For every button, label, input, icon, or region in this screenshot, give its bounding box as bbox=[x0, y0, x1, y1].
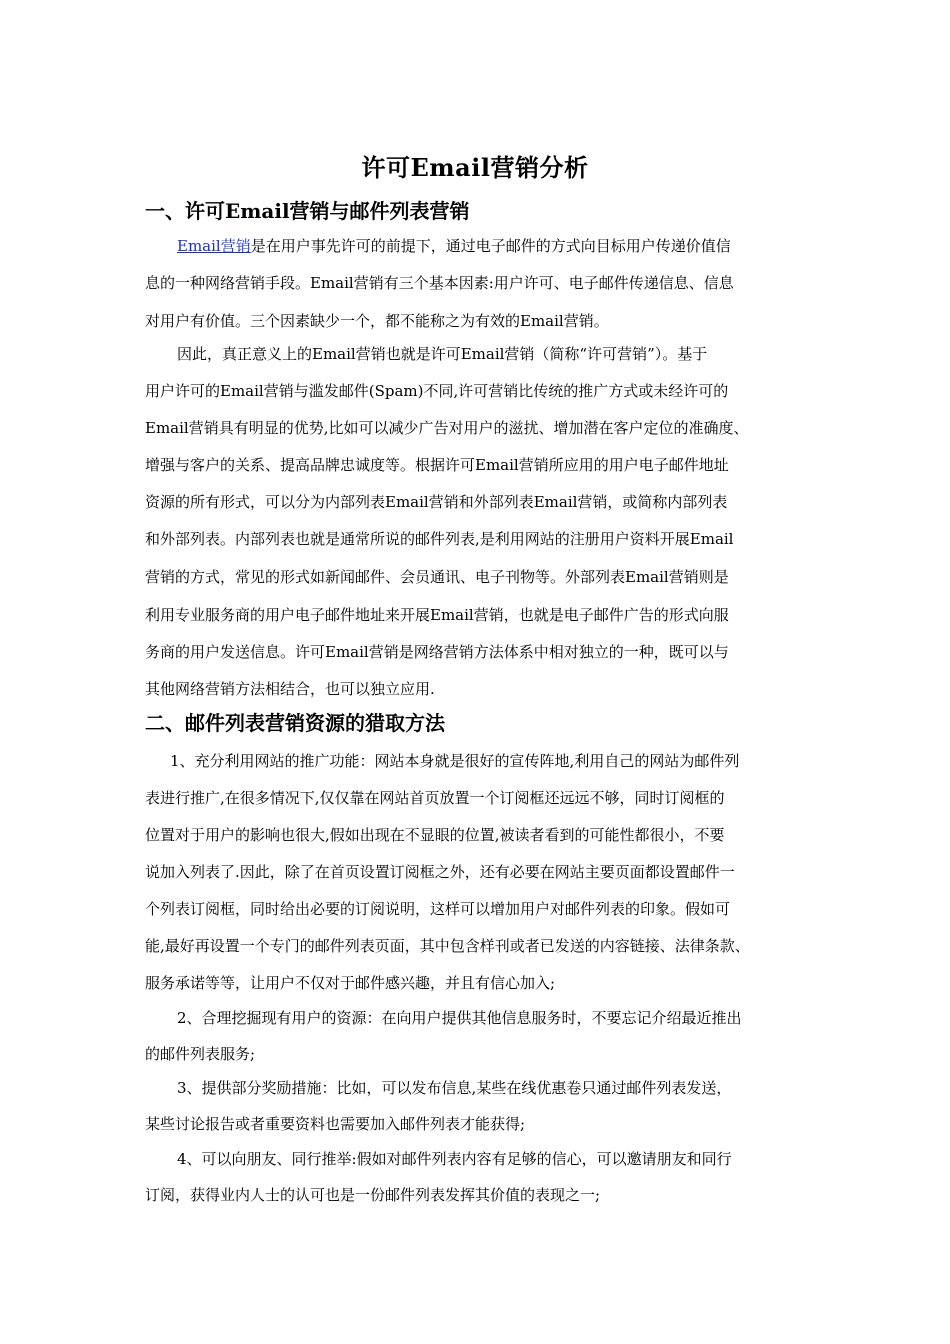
section2-heading: 二、邮件列表营销资源的猎取方法 bbox=[145, 711, 445, 735]
section1-paragraph2-line: 务商的用户发送信息。许可Email营销是网络营销方法体系中相对独立的一种，既可以与 bbox=[145, 643, 729, 661]
section2-item1-line: 位置对于用户的影响也很大,假如出现在不显眼的位置,被读者看到的可能性都很小，不要 bbox=[145, 826, 725, 844]
section2-item2-line: 的邮件列表服务; bbox=[145, 1045, 256, 1063]
section2-item1-line: 服务承诺等等，让用户不仅对于邮件感兴趣，并且有信心加入; bbox=[145, 974, 556, 992]
section2-item1-line: 1、充分利用网站的推广功能：网站本身就是很好的宣传阵地,利用自己的网站为邮件列 bbox=[170, 752, 740, 770]
section2-item1-line: 能,最好再设置一个专门的邮件列表页面，其中包含样刊或者已发送的内容链接、法律条款、 bbox=[145, 937, 750, 955]
section1-paragraph2-line: 和外部列表。内部列表也就是通常所说的邮件列表,是利用网站的注册用户资料开展Email bbox=[145, 530, 734, 548]
section2-item4-line: 订阅，获得业内人士的认可也是一份邮件列表发挥其价值的表现之一; bbox=[145, 1186, 601, 1204]
section1-paragraph2-line: 资源的所有形式，可以分为内部列表Email营销和外部列表Email营销，或简称内部列表 bbox=[145, 493, 728, 511]
section1-paragraph1-line2: 息的一种网络营销手段。Email营销有三个基本因素:用户许可、电子邮件传递信息、信息 bbox=[145, 274, 734, 292]
section1-heading: 一、许可Email营销与邮件列表营销 bbox=[145, 199, 470, 223]
section2-item4-line: 4、可以向朋友、同行推举:假如对邮件列表内容有足够的信心，可以邀请朋友和同行 bbox=[177, 1150, 732, 1168]
section1-paragraph2-line: Email营销具有明显的优势,比如可以减少广告对用户的滋扰、增加潜在客户定位的准确度、 bbox=[145, 419, 749, 437]
section1-paragraph2-line: 增强与客户的关系、提高品牌忠诚度等。根据许可Email营销所应用的用户电子邮件地址 bbox=[145, 456, 729, 474]
section1-paragraph2-line: 因此，真正意义上的Email营销也就是许可Email营销（简称“许可营销”）。基于 bbox=[177, 345, 708, 363]
section1-paragraph1-line1 bbox=[177, 234, 731, 258]
section2-item2-line: 2、合理挖掘现有用户的资源：在向用户提供其他信息服务时，不要忘记介绍最近推出 bbox=[177, 1009, 742, 1027]
section1-paragraph2-line: 营销的方式，常见的形式如新闻邮件、会员通讯、电子刊物等。外部列表Email营销则是 bbox=[145, 568, 729, 586]
paragraph-text: 是在用户事先许可的前提下，通过电子邮件的方式向目标用户传递价值信 bbox=[250, 237, 731, 255]
section2-item3-line: 某些讨论报告或者重要资料也需要加入邮件列表才能获得; bbox=[145, 1115, 526, 1133]
document-title: 许可Email营销分析 bbox=[361, 153, 589, 182]
email-marketing-link[interactable]: Email营销 bbox=[177, 237, 251, 255]
section1-paragraph1-line3: 对用户有价值。三个因素缺少一个，都不能称之为有效的Email营销。 bbox=[145, 312, 609, 330]
section1-paragraph2-line: 用户许可的Email营销与滥发邮件(Spam)不同,许可营销比传统的推广方式或未经许可的 bbox=[145, 382, 729, 400]
section2-item1-line: 说加入列表了.因此，除了在首页设置订阅框之外，还有必要在网站主要页面都设置邮件一 bbox=[145, 863, 735, 881]
section1-paragraph2-line: 利用专业服务商的用户电子邮件地址来开展Email营销，也就是电子邮件广告的形式向服 bbox=[145, 606, 729, 624]
section2-item1-line: 个列表订阅框，同时给出必要的订阅说明，这样可以增加用户对邮件列表的印象。假如可 bbox=[145, 900, 731, 918]
section2-item3-line: 3、提供部分奖励措施：比如，可以发布信息,某些在线优惠卷只通过邮件列表发送， bbox=[177, 1079, 732, 1097]
section1-paragraph2-line: 其他网络营销方法相结合，也可以独立应用. bbox=[145, 680, 435, 698]
section2-item1-line: 表进行推广,在很多情况下,仅仅靠在网站首页放置一个订阅框还远远不够，同时订阅框的 bbox=[145, 789, 725, 807]
